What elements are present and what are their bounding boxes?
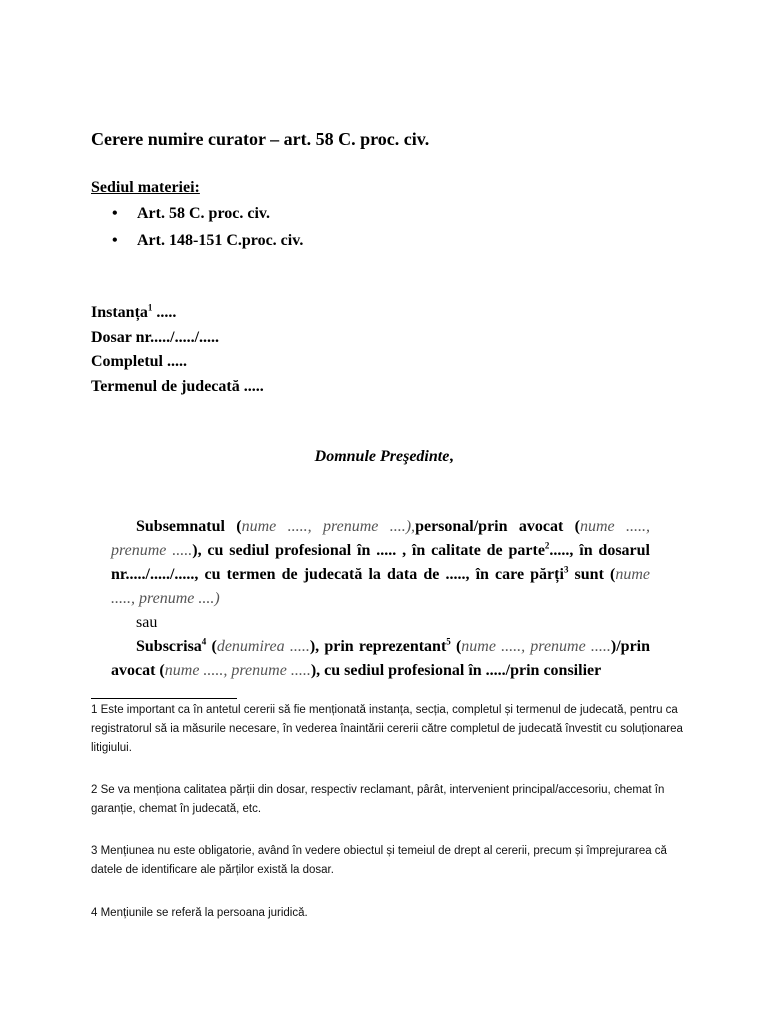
list-item xyxy=(112,232,303,250)
text-run: ), prin reprezentant xyxy=(309,638,447,655)
termen-line: Termenul de judecată ..... xyxy=(91,378,264,395)
request-body xyxy=(111,515,650,683)
bullet-icon: • xyxy=(112,232,118,249)
text-run: ), cu sediul profesional în ..... , în calitate de parte xyxy=(192,542,545,559)
document-title: Cerere numire curator – art. 58 C. proc. civ. xyxy=(91,129,430,149)
footnote-ref: 4 xyxy=(201,636,207,647)
list-item xyxy=(112,205,270,223)
text-run: ), cu sediul profesional în ...../prin consilier xyxy=(310,662,602,679)
text-run: ( xyxy=(206,638,217,655)
footnote-ref: 2 xyxy=(544,540,550,551)
text-run: ....., în dosarul nr...../...../....., cu termen de judecată la data de ....., în care părți xyxy=(111,542,650,583)
placeholder-text: nume ....., prenume ..... xyxy=(164,662,311,679)
footnote-separator xyxy=(91,698,237,699)
placeholder-text: denumirea ..... xyxy=(216,638,310,655)
instanta-line xyxy=(91,304,176,322)
instanta-value: ..... xyxy=(152,304,177,321)
footnote-ref: 5 xyxy=(446,636,451,647)
footnote-ref: 1 xyxy=(147,302,153,313)
salutation xyxy=(0,448,768,466)
text-run: sunt ( xyxy=(568,566,616,583)
salutation-comma: , xyxy=(449,448,454,465)
paragraph-subscrisa xyxy=(111,635,650,683)
footnote-ref: 3 xyxy=(563,564,569,575)
text-run: Subsemnatul xyxy=(136,518,225,535)
text-run: personal/prin avocat ( xyxy=(415,518,580,535)
sau-line: sau xyxy=(136,614,158,631)
footnote-3: 3 Mențiunea nu este obligatorie, având în vedere obiectul și temeiul de drept al cererii, precum și împrejurarea că datele de identificare ale părților există la dosar. xyxy=(91,845,667,876)
footnote-1: 1 Este important ca în antetul cererii să fie menționată instanța, secția, completul și termenul de judecată, pentru ca registratorul să ia măsurile necesare, în vederea înaintării cererii către completul de judecată învestit cu soluționarea litigiului. xyxy=(91,704,683,754)
bullet-icon: • xyxy=(112,205,118,222)
completul-line: Completul ..... xyxy=(91,353,187,370)
footnote-4: 4 Mențiunile se referă la persoana juridică. xyxy=(91,907,308,919)
text-run: )/prin avocat ( xyxy=(111,638,651,679)
placeholder-text: nume ....., prenume ....), xyxy=(241,518,416,535)
text-run: Subscrisa xyxy=(136,638,202,655)
placeholder-text: nume ....., prenume ..... xyxy=(111,518,651,559)
list-item-text: Art. 148-151 C.proc. civ. xyxy=(137,232,304,249)
instanta-label: Instanța xyxy=(91,304,148,321)
text-run: ( xyxy=(450,638,462,655)
sediu-materiei-label: Sediul materiei: xyxy=(91,179,200,196)
paragraph-subsemnatul xyxy=(111,515,650,611)
placeholder-text: nume ....., prenume ....) xyxy=(111,566,650,607)
list-item-text: Art. 58 C. proc. civ. xyxy=(137,205,271,222)
placeholder-text: nume ....., prenume ..... xyxy=(461,638,611,655)
dosar-line: Dosar nr...../...../..... xyxy=(91,329,220,346)
salutation-text: Domnule Preşedinte xyxy=(314,448,450,465)
text-run: ( xyxy=(224,518,242,535)
footnote-2: 2 Se va menționa calitatea părții din dosar, respectiv reclamant, pârât, intervenient principal/accesoriu, chemat în garanție, chemat în judecată, etc. xyxy=(91,784,665,815)
